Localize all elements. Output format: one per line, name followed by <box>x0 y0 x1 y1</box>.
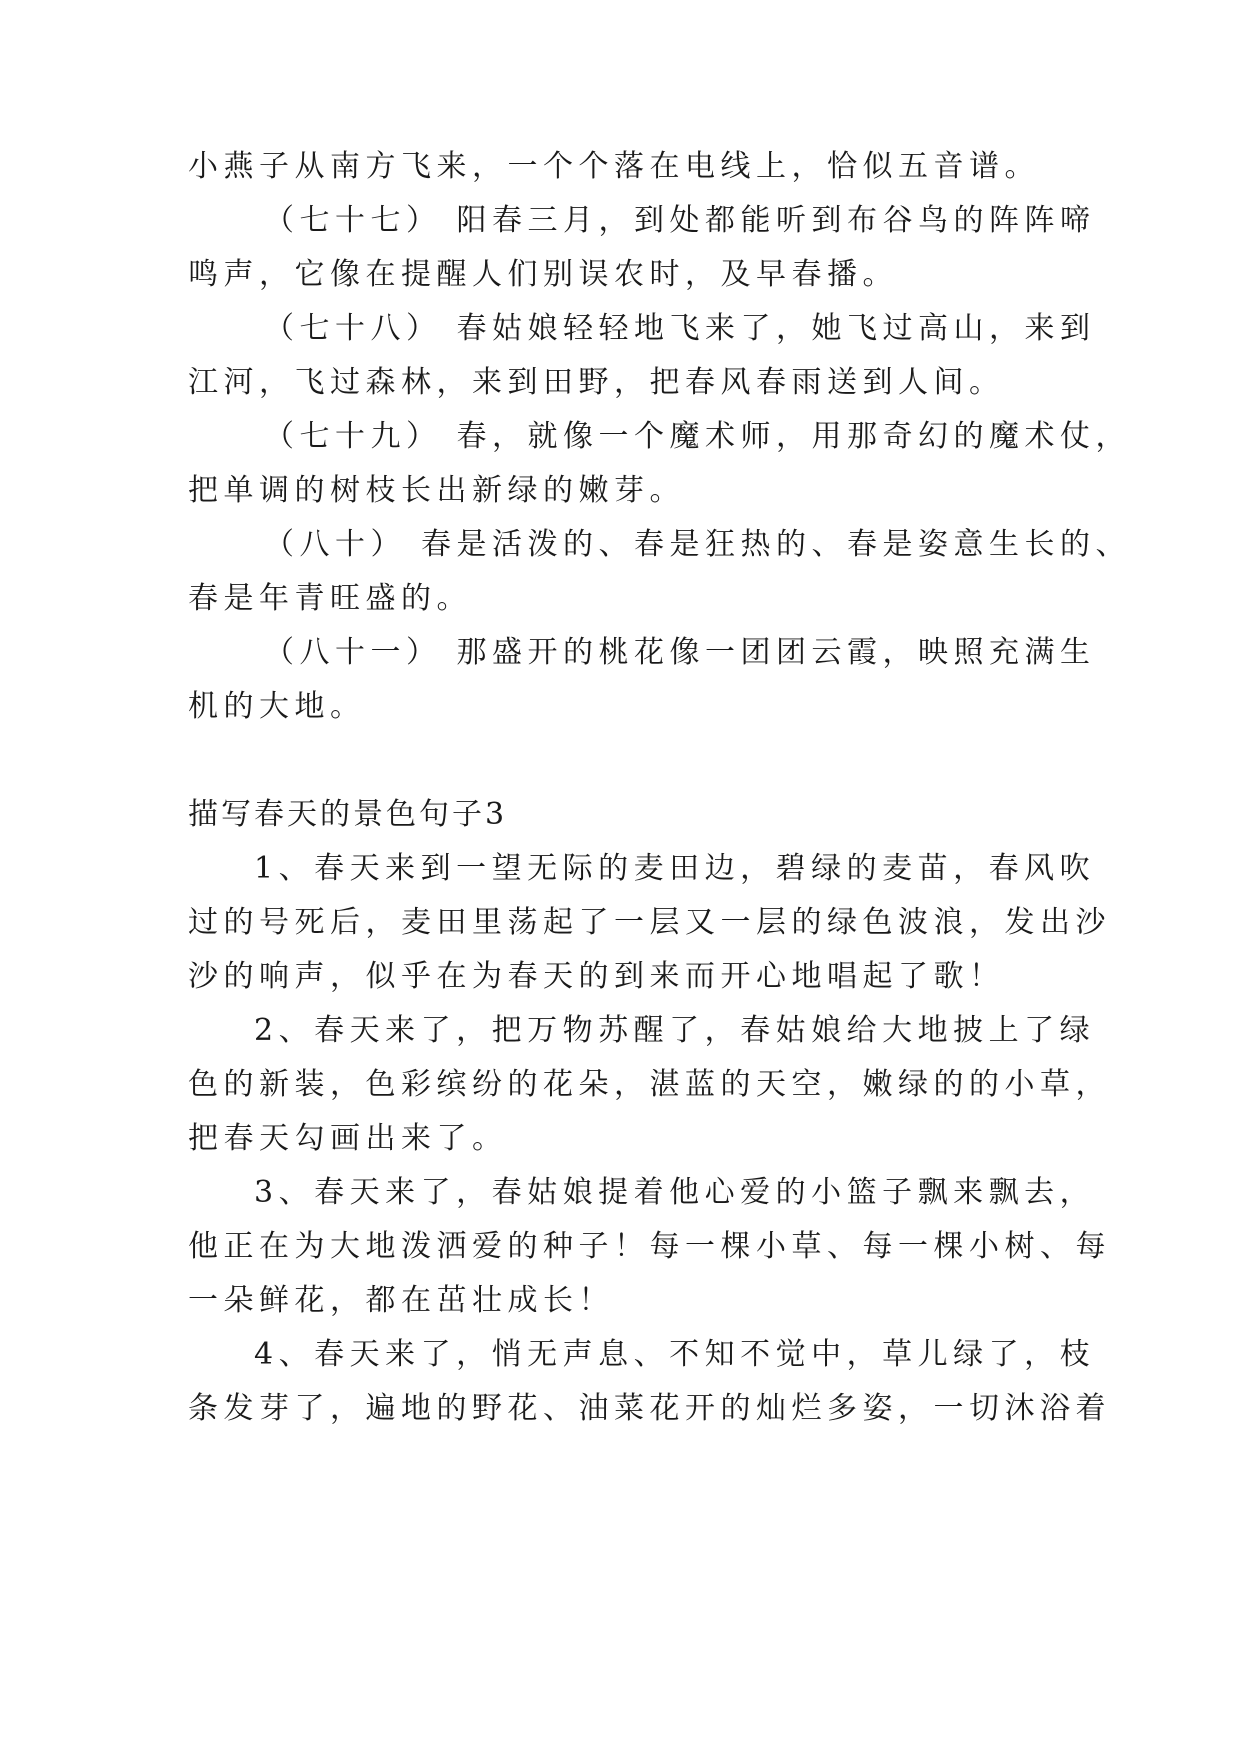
section-heading: 描写春天的景色句子3 <box>188 797 508 832</box>
paragraph-line: 4、春天来了，悄无声息、不知不觉中，草儿绿了，枝 <box>254 1337 1096 1372</box>
paragraph-line: 一朵鲜花，都在茁壮成长！ <box>188 1283 614 1318</box>
paragraph-line: （八十一） 那盛开的桃花像一团团云霞，映照充满生 <box>264 635 1096 670</box>
paragraph-line: 色的新装，色彩缤纷的花朵，湛蓝的天空，嫩绿的的小草， <box>188 1067 1111 1102</box>
paragraph-line: 把春天勾画出来了。 <box>188 1121 508 1156</box>
paragraph-line: 鸣声，它像在提醒人们别误农时，及早春播。 <box>188 257 898 292</box>
paragraph-line: 条发芽了，遍地的野花、油菜花开的灿烂多姿，一切沐浴着 <box>188 1391 1111 1426</box>
paragraph-line: （八十） 春是活泼的、春是狂热的、春是姿意生长的、 <box>264 527 1132 562</box>
paragraph-line: 他正在为大地泼洒爱的种子！每一棵小草、每一棵小树、每 <box>188 1229 1111 1264</box>
paragraph-line: 过的号死后，麦田里荡起了一层又一层的绿色波浪，发出沙 <box>188 905 1111 940</box>
paragraph-line: 机的大地。 <box>188 689 366 724</box>
paragraph-line: 江河，飞过森林，来到田野，把春风春雨送到人间。 <box>188 365 1005 400</box>
paragraph-line: 2、春天来了，把万物苏醒了，春姑娘给大地披上了绿 <box>254 1013 1096 1048</box>
paragraph-line: 春是年青旺盛的。 <box>188 581 472 616</box>
paragraph-line: （七十九） 春，就像一个魔术师，用那奇幻的魔术仗， <box>264 419 1132 454</box>
paragraph-line: 把单调的树枝长出新绿的嫩芽。 <box>188 473 685 508</box>
paragraph-line: 小燕子从南方飞来，一个个落在电线上，恰似五音谱。 <box>188 149 1040 184</box>
paragraph-line: （七十八） 春姑娘轻轻地飞来了，她飞过高山，来到 <box>264 311 1096 346</box>
paragraph-line: 1、春天来到一望无际的麦田边，碧绿的麦苗，春风吹 <box>254 851 1096 886</box>
paragraph-line: 沙的响声，似乎在为春天的到来而开心地唱起了歌！ <box>188 959 1005 994</box>
paragraph-line: 3、春天来了，春姑娘提着他心爱的小篮子飘来飘去， <box>254 1175 1096 1210</box>
paragraph-line: （七十七） 阳春三月，到处都能听到布谷鸟的阵阵啼 <box>264 203 1096 238</box>
document-body <box>188 0 1132 1754</box>
